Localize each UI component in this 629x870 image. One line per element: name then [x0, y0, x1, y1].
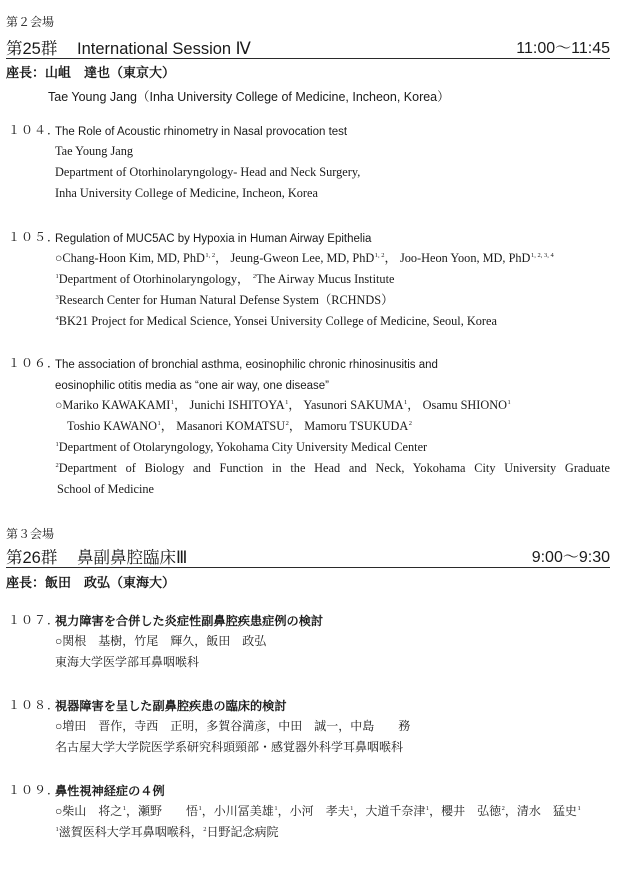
affiliation-line [0, 479, 629, 500]
session-header [6, 549, 610, 568]
author-affiliation-mark: 1, 2, 3, 4 [530, 252, 554, 259]
affiliation-line [0, 737, 629, 758]
presentation [0, 610, 629, 673]
affiliation-line [0, 162, 629, 183]
presentation-title: The association of bronchial asthma, eosinophilic chronic rhinosinusitis and [55, 359, 438, 371]
presentation-title-line [0, 610, 629, 631]
author-affiliation-mark: 1 [198, 805, 202, 812]
presentation-number: １０９． [8, 783, 61, 797]
presentation-title-line [0, 374, 629, 395]
author-name: Osamu SHIONO [422, 398, 508, 412]
presentation-title: Regulation of MUC5AC by Hypoxia in Human Airway Epithelia [55, 233, 372, 245]
affiliation-line [0, 269, 629, 290]
presentation-title: The Role of Acoustic rhinometry in Nasal provocation test [55, 126, 348, 138]
presentation-number: １０５． [8, 230, 61, 244]
affiliation-text: BK21 Project for Medical Science, Yonsei University College of Medicine, Seoul, Korea [58, 314, 497, 328]
affiliation-mark: 2 [55, 462, 59, 469]
author-line [0, 801, 629, 822]
affiliation-text: Department of Otolaryngology, Yokohama City University Medical Center [58, 440, 428, 454]
session-header [6, 40, 610, 59]
venue-label: 第３会場 [6, 527, 55, 541]
author-line [0, 395, 629, 416]
author-separator: ， [384, 251, 397, 265]
author-name: Joo-Heon Yoon, MD, PhD [399, 251, 531, 265]
author-name: Tae Young Jang [55, 144, 134, 158]
presentation [0, 227, 629, 332]
presentation-number: １０７． [8, 613, 61, 627]
venue-label: 第２会場 [6, 15, 55, 29]
session-time: 11:00～11:45 [516, 40, 610, 57]
chair-label: 座長： [6, 65, 46, 80]
author-separator: ， [288, 419, 302, 433]
author-line [0, 416, 629, 437]
author-separator: ， [288, 398, 301, 412]
affiliation-mark: 1 [55, 826, 59, 833]
presentation-number: １０８． [8, 698, 61, 712]
affiliation-mark: 3 [55, 294, 59, 301]
author-name: Yasunori SAKUMA [303, 398, 404, 412]
session-title: 鼻副鼻腔臨床Ⅲ [77, 549, 188, 567]
affiliation-text: 滋賀医科大学耳鼻咽喉科， [58, 825, 203, 839]
author-line [0, 716, 629, 737]
author-affiliation-mark: 1 [577, 805, 581, 812]
presentation-title: 視力障害を合併した炎症性副鼻腔疾患症例の検討 [55, 614, 324, 628]
presentation [0, 120, 629, 204]
author-affiliation-mark: 1 [350, 805, 354, 812]
presentation-title: 鼻性視神経症の４例 [55, 784, 165, 798]
presentation-number: １０６． [8, 356, 61, 370]
author-separator: ， [201, 804, 214, 818]
presentation [0, 353, 629, 500]
author-name: Junichi ISHITOYA [189, 398, 285, 412]
affiliation-text: 東海大学医学部耳鼻咽喉科 [55, 655, 200, 669]
affiliation-text: Inha University College of Medicine, Incheon, Korea [55, 186, 318, 200]
author-line [0, 248, 629, 269]
author-name: 小川冨美雄 [213, 804, 274, 818]
affiliation-text: Department of Otorhinolaryngology- Head and Neck Surgery, [55, 165, 361, 179]
affiliation-mark: 4 [55, 315, 59, 322]
session-group: 第25群 [6, 40, 58, 58]
session-group: 第26群 [6, 549, 58, 567]
author-affiliation-mark: 1 [274, 805, 278, 812]
author-separator: ， [126, 804, 139, 818]
presentation-title-line [0, 227, 629, 248]
affiliation-line [0, 458, 629, 479]
author-affiliation-mark: 1, 2 [374, 252, 385, 259]
affiliation-text: 日野記念病院 [206, 825, 279, 839]
affiliation-text: 名古屋大学大学院医学系研究科頭頸部・感覚器外科学耳鼻咽喉科 [55, 740, 404, 754]
author-name: 大道千奈津 [365, 804, 426, 818]
author-affiliation-mark: 1 [404, 399, 408, 406]
author-separator: ， [160, 419, 174, 433]
author-affiliation-mark: 1 [170, 399, 175, 406]
chair-name: 飯田 政弘（東海大） [45, 575, 176, 590]
author-affiliation-mark: 1, 2 [205, 252, 216, 259]
presentation [0, 695, 629, 758]
presentation-title: 視器障害を呈した副鼻腔疾患の臨床的検討 [55, 699, 287, 713]
author-affiliation-mark: 2 [285, 420, 289, 427]
author-name: Mamoru TSUKUDA [304, 419, 409, 433]
affiliation-mark: 2 [203, 826, 207, 833]
presentation-title: eosinophilic otitis media as “one air way, one disease” [55, 380, 330, 392]
author-separator: ， [277, 804, 290, 818]
affiliation-mark: 2 [252, 273, 257, 280]
author-separator: ， [504, 804, 517, 818]
affiliation-line [0, 822, 629, 843]
presentation-title-line [0, 780, 629, 801]
presentation-title-line [0, 353, 629, 374]
author-line [0, 141, 629, 162]
affiliation-mark: 1 [55, 273, 59, 280]
chair-name: 山岨 達也（東京大） [45, 65, 176, 80]
author-name: ○柴山 将之 [55, 804, 123, 818]
affiliation-text: Department of Biology and Function in the Head and Neck, Yokohama City University Graduate [58, 461, 610, 475]
author-name: Toshio KAWANO [67, 419, 158, 433]
affiliation-text: School of Medicine [57, 482, 154, 496]
author-affiliation-mark: 1 [122, 805, 126, 812]
author-separator: ， [215, 251, 228, 265]
session-chair [6, 575, 175, 591]
author-name: 櫻井 弘徳 [441, 804, 502, 818]
author-name: ○Chang-Hoon Kim, MD, PhD [55, 251, 205, 265]
affiliation-line [0, 183, 629, 204]
author-line [0, 631, 629, 652]
author-name: 清水 猛史 [516, 804, 577, 818]
presentation-title-line [0, 120, 629, 141]
author-name: Masanori KOMATSU [176, 419, 286, 433]
author-affiliation-mark: 1 [507, 399, 511, 406]
affiliation-line [0, 290, 629, 311]
affiliation-line [0, 652, 629, 673]
presentation [0, 780, 629, 843]
presentation-title-line [0, 695, 629, 716]
author-separator: ， [429, 804, 442, 818]
affiliation-mark: 1 [55, 441, 59, 448]
author-affiliation-mark: 1 [157, 420, 161, 427]
author-name: ○Mariko KAWAKAMI [55, 398, 171, 412]
author-separator: ， [407, 398, 420, 412]
author-affiliation-mark: 1 [285, 399, 289, 406]
session-co-chair: Tae Young Jang（Inha University College of Medicine, Incheon, Korea） [48, 90, 450, 104]
affiliation-text: Department of Otorhinolaryngology， [58, 272, 250, 286]
author-names: ○関根 基樹，竹尾 輝久，飯田 政弘 [55, 634, 267, 648]
affiliation-justified [55, 458, 610, 479]
session-chair [6, 65, 175, 81]
author-name: Jeung-Gweon Lee, MD, PhD [230, 251, 375, 265]
chair-label: 座長： [6, 575, 46, 590]
session-time: 9:00～9:30 [531, 549, 610, 566]
presentation-number: １０４． [8, 123, 61, 137]
session-title: International Session Ⅳ [77, 40, 251, 58]
author-affiliation-mark: 2 [408, 420, 412, 427]
affiliation-line [0, 437, 629, 458]
author-separator: ， [353, 804, 366, 818]
affiliation-text: Research Center for Human Natural Defense System（RCHNDS） [58, 293, 394, 307]
affiliation-line [0, 311, 629, 332]
affiliation-text: The Airway Mucus Institute [256, 272, 395, 286]
author-affiliation-mark: 2 [501, 805, 505, 812]
author-name: 小河 孝夫 [289, 804, 350, 818]
author-name: 瀬野 悟 [138, 804, 199, 818]
author-affiliation-mark: 1 [425, 805, 430, 812]
author-separator: ， [174, 398, 187, 412]
author-names: ○増田 晋作，寺西 正明，多賀谷満彦，中田 誠一，中島 務 [55, 719, 411, 733]
